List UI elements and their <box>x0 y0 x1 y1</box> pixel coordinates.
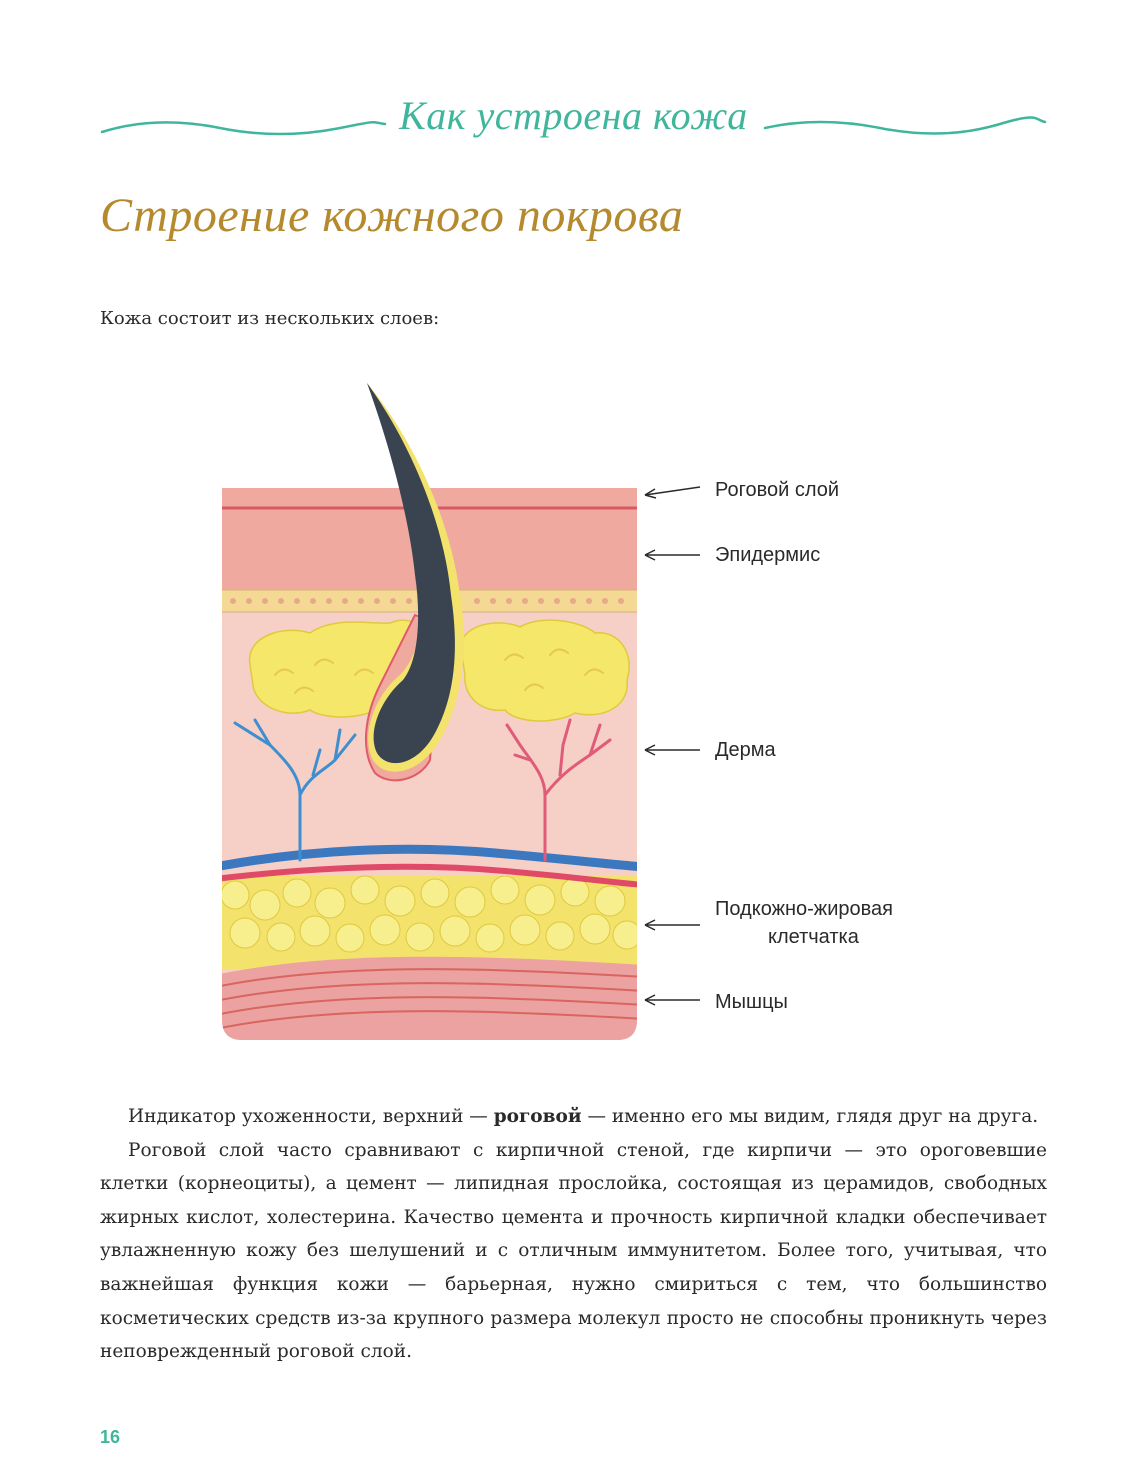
label-stratum-corneum: Роговой слой <box>715 479 840 501</box>
label-dermis: Дерма <box>715 739 776 761</box>
skin-structure-figure <box>215 375 975 1055</box>
page-number: 16 <box>100 1427 121 1447</box>
paragraph-1: Индикатор ухоженности, верхний — роговой — именно его мы видим, глядя друг на друга. <box>128 1106 1039 1127</box>
sebaceous-gland-right <box>460 620 629 721</box>
label-muscles: Мышцы <box>715 991 788 1013</box>
paragraph-2: Роговой слой часто сравнивают с кирпичной стеной, где кирпичи — это ороговевшие клетки (корнеоциты), а цемент — липидная прослойка, состоящая из церамидов, свободных жирных кислот, холестерина. Качество цемента и прочность кирпичной кладки обеспечивает увлажненную кожу без шелушений и с отличным иммунитетом. Более того, учитывая, что важнейшая функция кожи — барьерная, нужно смириться с тем, что большинство косметических средств из-за крупного размера молекул просто не способны проникнуть через неповрежденный роговой слой. <box>100 1139 1047 1363</box>
label-arrows <box>645 487 700 1005</box>
body-text <box>100 1100 1047 1369</box>
skin-diagram <box>215 375 975 1055</box>
bold-term: роговой <box>493 1106 582 1127</box>
section-title: Как устроена кожа <box>399 93 748 138</box>
label-subcutaneous-1: Подкожно-жировая <box>715 898 893 920</box>
page-title: Строение кожного покрова <box>100 189 684 242</box>
label-epidermis: Эпидермис <box>715 544 821 566</box>
label-subcutaneous-2: клетчатка <box>768 926 859 948</box>
intro-text: Кожа состоит из нескольких слоев: <box>100 308 440 329</box>
section-header <box>100 92 1047 162</box>
